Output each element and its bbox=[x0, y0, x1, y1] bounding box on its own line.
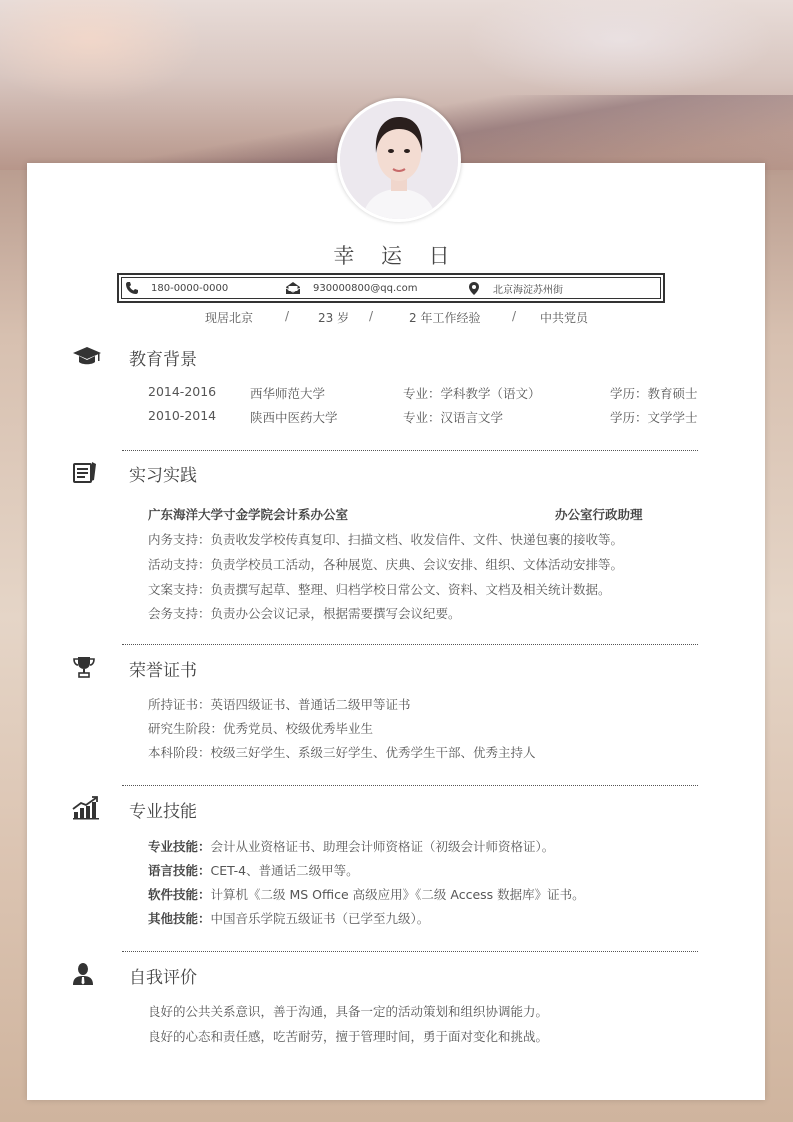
skill-label: 软件技能： bbox=[148, 887, 211, 902]
skill-label: 专业技能： bbox=[148, 839, 211, 854]
avatar bbox=[337, 98, 461, 222]
edu-years: 2010-2014 bbox=[148, 408, 217, 423]
skill-text: CET-4、普通话二级甲等。 bbox=[210, 863, 359, 878]
honors-title: 荣誉证书 bbox=[129, 661, 197, 681]
meta-party: 中共党员 bbox=[540, 311, 589, 325]
trophy-icon bbox=[72, 655, 96, 679]
skills-title: 专业技能 bbox=[129, 802, 197, 822]
section-divider bbox=[122, 644, 698, 645]
resume-card bbox=[27, 163, 765, 1100]
portrait-photo bbox=[340, 101, 458, 219]
education-title: 教育背景 bbox=[129, 350, 197, 370]
skill-item bbox=[148, 909, 429, 927]
contact-address bbox=[467, 281, 563, 296]
skill-label: 语言技能： bbox=[148, 863, 211, 878]
skill-text: 中国音乐学院五级证书（已学至九级）。 bbox=[210, 911, 430, 926]
internship-organization: 广东海洋大学寸金学院会计系办公室 bbox=[148, 507, 349, 522]
meta-separator: / bbox=[369, 309, 374, 323]
section-divider bbox=[122, 951, 698, 952]
skill-text: 会计从业资格证书、助理会计师资格证（初级会计师资格证）。 bbox=[210, 839, 555, 854]
skill-text: 计算机《二级 MS Office 高级应用》《二级 Access 数据库》证书。 bbox=[210, 887, 585, 902]
skill-item bbox=[148, 837, 554, 855]
graduation-cap-icon bbox=[72, 346, 102, 368]
bar-chart-growth-icon bbox=[72, 796, 100, 820]
edu-school: 西华师范大学 bbox=[250, 386, 326, 401]
clipboard-document-icon bbox=[72, 460, 98, 484]
contact-bar bbox=[117, 273, 665, 303]
self-evaluation-line: 良好的心态和责任感，吃苦耐劳，擅于管理时间，勇于面对变化和挑战。 bbox=[148, 1029, 549, 1044]
section-divider bbox=[122, 785, 698, 786]
edu-degree: 学历：教育硕士 bbox=[610, 386, 698, 401]
edu-years: 2014-2016 bbox=[148, 384, 217, 399]
meta-separator: / bbox=[512, 309, 517, 323]
internship-line: 内务支持：负责收发学校传真复印、扫描文档、收发信件、文件、快递包裹的接收等。 bbox=[148, 532, 624, 547]
internship-title: 实习实践 bbox=[129, 466, 197, 486]
honors-line: 所持证书：英语四级证书、普通话二级甲等证书 bbox=[148, 697, 411, 712]
candidate-name: 幸 运 日 bbox=[333, 244, 460, 268]
skill-label: 其他技能： bbox=[148, 911, 211, 926]
meta-age: 23 岁 bbox=[318, 311, 350, 325]
meta-location: 现居北京 bbox=[205, 311, 254, 325]
self-evaluation-title: 自我评价 bbox=[129, 968, 197, 988]
meta-separator: / bbox=[285, 309, 290, 323]
mail-icon bbox=[285, 281, 301, 295]
phone-text: 180-0000-0000 bbox=[151, 282, 229, 294]
location-pin-icon bbox=[467, 281, 481, 296]
skill-item bbox=[148, 885, 585, 903]
internship-role: 办公室行政助理 bbox=[555, 507, 643, 522]
honors-line: 本科阶段：校级三好学生、系级三好学生、优秀学生干部、优秀主持人 bbox=[148, 745, 536, 760]
contact-email bbox=[285, 281, 418, 295]
internship-line: 会务支持：负责办公会议记录，根据需要撰写会议纪要。 bbox=[148, 606, 461, 621]
meta-experience: 2 年工作经验 bbox=[409, 311, 481, 325]
honors-line: 研究生阶段：优秀党员、校级优秀毕业生 bbox=[148, 721, 374, 736]
skill-item bbox=[148, 861, 359, 879]
address-text: 北京海淀苏州街 bbox=[493, 285, 563, 296]
phone-icon bbox=[125, 281, 139, 295]
edu-degree: 学历：文学学士 bbox=[610, 410, 698, 425]
person-icon bbox=[72, 962, 94, 986]
section-divider bbox=[122, 450, 698, 451]
email-text: 930000800@qq.com bbox=[313, 282, 418, 294]
edu-school: 陕西中医药大学 bbox=[250, 410, 338, 425]
edu-major: 专业：学科教学（语文） bbox=[403, 386, 541, 401]
contact-phone bbox=[125, 281, 228, 295]
self-evaluation-line: 良好的公共关系意识，善于沟通，具备一定的活动策划和组织协调能力。 bbox=[148, 1004, 549, 1019]
internship-line: 活动支持：负责学校员工活动，各种展览、庆典、会议安排、组织、文体活动安排等。 bbox=[148, 557, 624, 572]
edu-major: 专业：汉语言文学 bbox=[403, 410, 504, 425]
internship-line: 文案支持：负责撰写起草、整理、归档学校日常公文、资料、文档及相关统计数据。 bbox=[148, 582, 611, 597]
